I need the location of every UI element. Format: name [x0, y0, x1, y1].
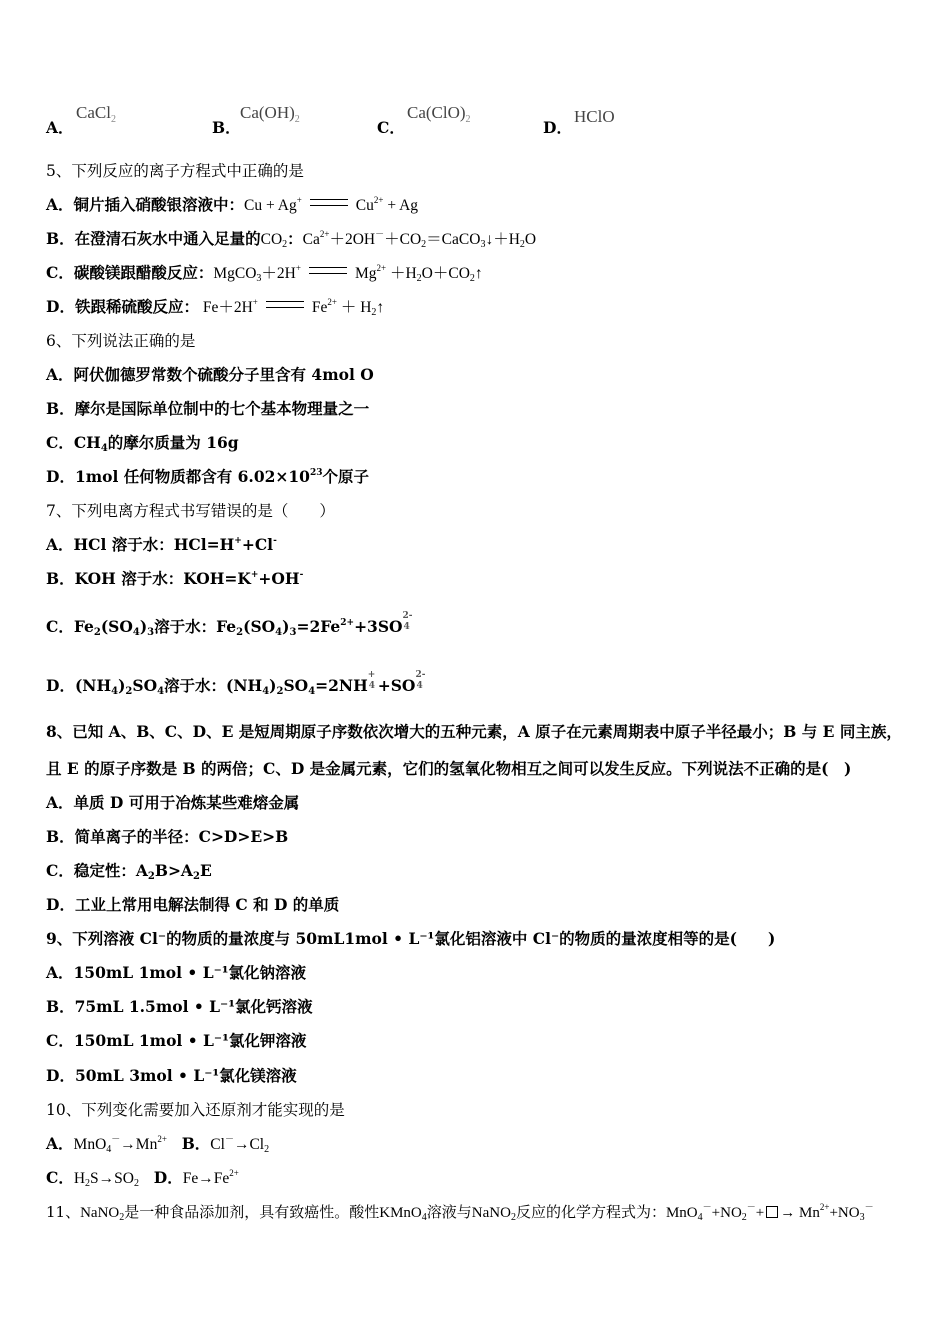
q6-option-a: A．阿伏伽德罗常数个硫酸分子里含有 4mol O [46, 365, 374, 384]
q4-option-a-formula: CaCl$_2$ [76, 103, 116, 125]
q8-option-a: A．单质 D 可用于冶炼某些难熔金属 [46, 793, 300, 812]
q6-option-b: B．摩尔是国际单位制中的七个基本物理量之一 [46, 399, 370, 418]
q10-options-cd: C．$H_2S\to SO_2$ D．$Fe\to Fe^{2+}$ [46, 1168, 239, 1189]
q5-option-a: A．铜片插入硝酸银溶液中：Cu + Ag+ $Cu^{2+} + Ag$ [46, 195, 419, 214]
q4-option-b-letter: B． [212, 118, 241, 137]
q7-option-b: B．KOH 溶于水：KOH=K++OH- [46, 569, 304, 588]
q7-stem: 7、下列电离方程式书写错误的是（ ） [46, 502, 335, 520]
q6-option-c: C．$CH_4$的摩尔质量为 16g [46, 433, 239, 454]
q7-option-d: D．$(NH_4)_2SO_4$溶于水：$(NH_4)_2SO_4=2NH$ + 4 +SO 2- 4 [46, 670, 426, 697]
q8-stem-line1: 8、已知 A、B、C、D、E 是短周期原子序数依次增大的五种元素，A 原子在元素周期表中原子半径最小；B 与 E 同主族， [46, 722, 902, 741]
q10-options-ab: A．$MnO_4^-\to Mn^{2+}$ B．$Cl^-\to Cl_2$ [46, 1134, 270, 1155]
q9-option-b: B．75mL 1.5mol • L⁻¹氯化钙溶液 [46, 997, 313, 1016]
q4-option-d-formula: HClO [574, 107, 615, 126]
q9-option-a: A．150mL 1mol • L⁻¹氯化钠溶液 [46, 963, 307, 982]
q6-option-d: D．1mol 任何物质都含有 $6.02\times 10^{23}$个原子 [46, 467, 370, 486]
q9-option-d: D．50mL 3mol • L⁻¹氯化镁溶液 [46, 1066, 297, 1085]
blank-box [766, 1206, 778, 1218]
q8-option-d: D．工业上常用电解法制得 C 和 D 的单质 [46, 895, 340, 914]
q4-option-c-letter: C． [377, 118, 405, 137]
q8-option-c: C．稳定性：$A_2B>A_2E$ [46, 861, 212, 882]
q5-option-d: D．铁跟稀硫酸反应： Fe＋2H+ $Fe^{2+}$ ＋ $H_2↑$ [46, 297, 385, 318]
q4-option-d-letter: D． [543, 118, 572, 137]
q8-option-b: B．简单离子的半径：C>D>E>B [46, 827, 289, 846]
q10-stem: 10、下列变化需要加入还原剂才能实现的是 [46, 1101, 345, 1119]
q8-stem-line2: 且 E 的原子序数是 B 的两倍；C、D 是金属元素，它们的氢氧化物相互之间可以发生反应。下列说法不正确的是( ) [46, 759, 852, 778]
q9-stem: 9、下列溶液 Cl⁻的物质的量浓度与 50mL1mol • L⁻¹氯化铝溶液中 Cl⁻的物质的量浓度相等的是( ) [46, 929, 776, 948]
q7-option-a: A．HCl 溶于水：HCl=H++Cl- [46, 535, 277, 554]
q5-option-b: B．在澄清石灰水中通入足量的$CO_2$：$Ca^{2+}+2OH^-+CO_2=CaCO_3↓+H_2O$ [46, 229, 537, 250]
q9-option-c: C．150mL 1mol • L⁻¹氯化钾溶液 [46, 1031, 307, 1050]
q4-option-a-letter: A． [46, 118, 74, 137]
q4-option-c-formula: $Ca(ClO)_2$ [407, 103, 471, 125]
q4-option-b-formula: $Ca(OH)_2$ [240, 103, 300, 125]
q7-option-c: C．$Fe_2(SO_4)_3$溶于水：$Fe_2(SO_4)_3=2Fe^{2+}+3SO$ 2- 4 [46, 611, 413, 638]
q5-stem: 5、下列反应的离子方程式中正确的是 [46, 162, 304, 180]
q6-stem: 6、下列说法正确的是 [46, 332, 196, 350]
q5-option-c: C．碳酸镁跟醋酸反应：MgCO$_3$＋2H+ $Mg^{2+}$ $+H_2O+CO_2↑$ [46, 263, 483, 284]
q11-stem: 11、NaNO$_2$是一种食品添加剂，具有致癌性。酸性KMnO$_4$溶液与NaNO$_2$反应的化学方程式为：$MnO_4^-+NO_2^-+ \to Mn^{2+}+NO_3^-$ [46, 1202, 874, 1223]
